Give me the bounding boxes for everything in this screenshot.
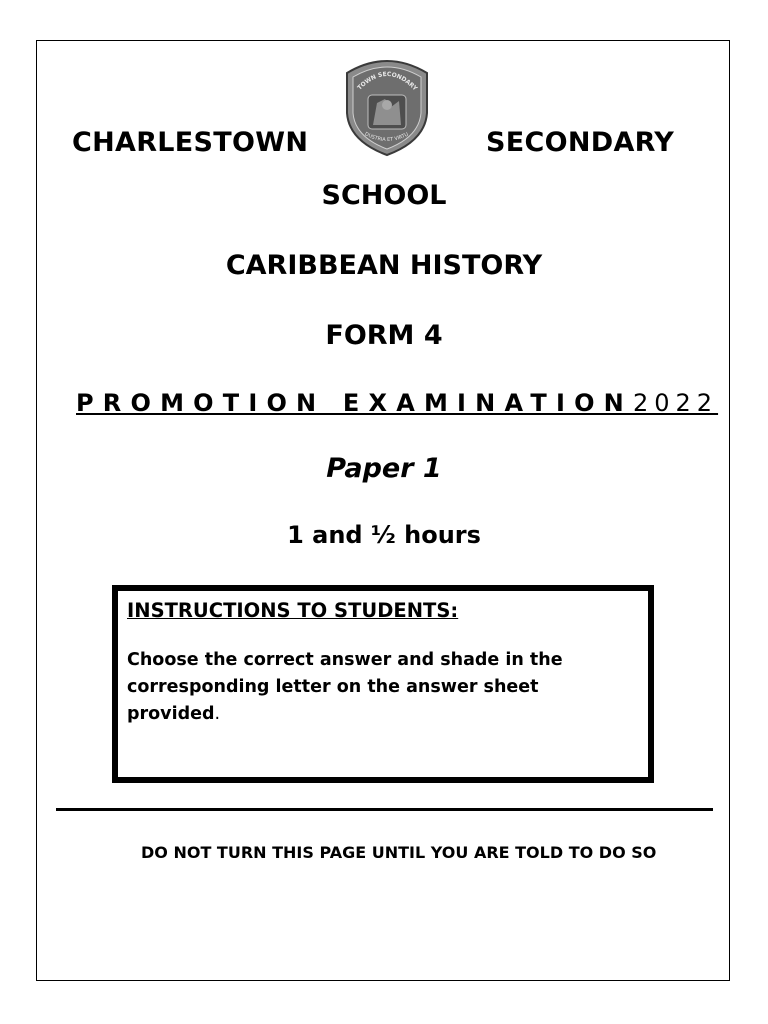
school-crest-icon: [341, 55, 433, 157]
school-name-right: SECONDARY: [486, 127, 675, 158]
exam-duration: 1 and ½ hours: [287, 521, 481, 549]
instructions-text: Choose the correct answer and shade in the corresponding letter on the answer sheet provided: [127, 650, 563, 724]
exam-year: 2022: [632, 389, 719, 417]
exam-title: PROMOTION EXAMINATION: [76, 389, 633, 417]
form-level: FORM 4: [325, 320, 443, 351]
school-name-line2: SCHOOL: [321, 180, 447, 211]
do-not-turn-warning: DO NOT TURN THIS PAGE UNTIL YOU ARE TOLD TO DO SO: [141, 843, 657, 862]
instructions-box: [112, 585, 654, 783]
paper-number: Paper 1: [326, 453, 442, 484]
instructions-period: .: [214, 704, 221, 724]
instructions-title: INSTRUCTIONS TO STUDENTS:: [127, 599, 459, 622]
crest-arc-text: TOWN SECONDARY: [356, 70, 419, 93]
exam-heading: [76, 389, 718, 417]
crest-motto: DUSTRIA ET VIRTU: [363, 131, 410, 144]
horizontal-rule: [56, 808, 713, 811]
school-name-left: CHARLESTOWN: [72, 127, 309, 158]
instructions-body: [127, 647, 627, 728]
subject-title: CARIBBEAN HISTORY: [225, 250, 543, 281]
